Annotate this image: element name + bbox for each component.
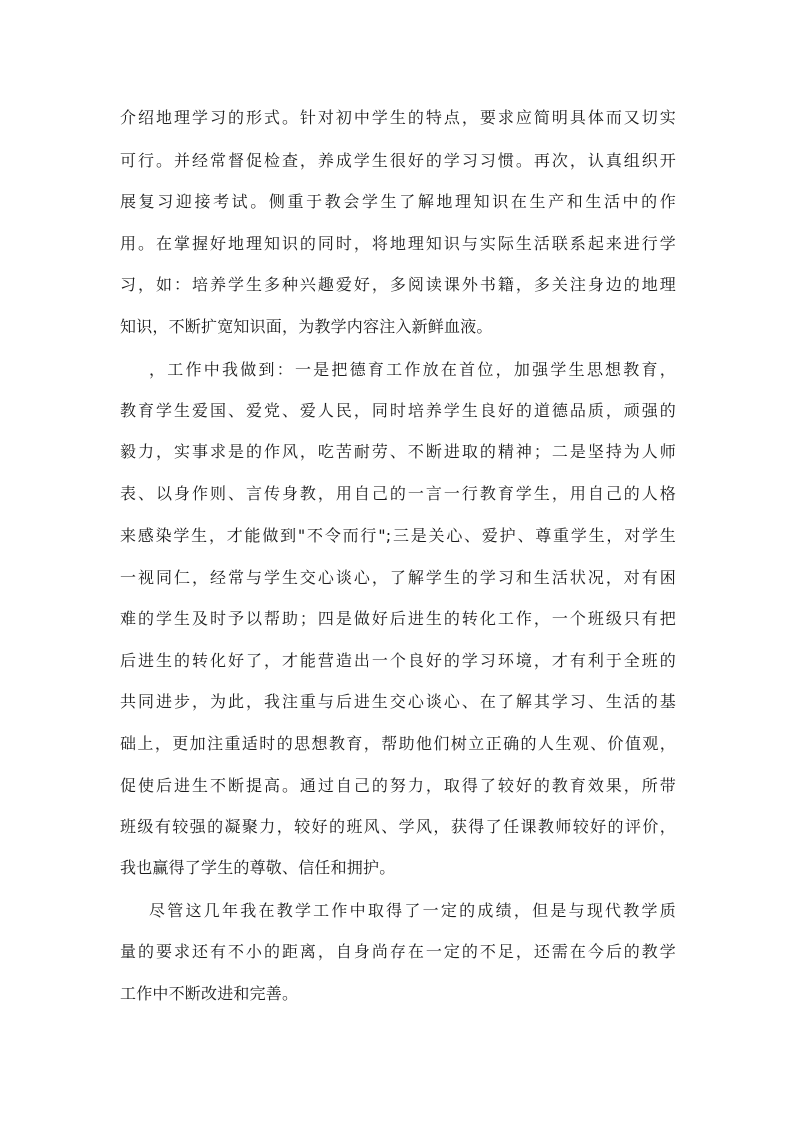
text-line: 知识，不断扩宽知识面，为教学内容注入新鲜血液。 [120, 317, 493, 336]
text-line: 教育学生爱国、爱党、爱人民，同时培养学生良好的道德品质，顽强的 [120, 401, 676, 420]
text-line: 我也赢得了学生的尊敬、信任和拥护。 [120, 858, 396, 877]
text-line: 一视同仁，经常与学生交心谈心，了解学生的学习和生活状况，对有困 [120, 568, 676, 587]
text-line: 毅力，实事求是的作风，吃苦耐劳、不断进取的精神；二是坚持为人师 [120, 442, 676, 461]
text-line: 尽管这几年我在教学工作中取得了一定的成绩，但是与现代教学质 [149, 901, 676, 920]
text-line: ，工作中我做到：一是把德育工作放在首位，加强学生思想教育， [149, 360, 676, 379]
text-line: 础上，更加注重适时的思想教育，帮助他们树立正确的人生观、价值观， [120, 734, 676, 753]
text-line: 表、以身作则、言传身教，用自己的一言一行教育学生，用自己的人格 [120, 484, 676, 503]
text-line: 习，如：培养学生多种兴趣爱好，多阅读课外书籍，多关注身边的地理 [120, 275, 676, 294]
text-line: 共同进步，为此，我注重与后进生交心谈心、在了解其学习、生活的基 [120, 692, 676, 711]
text-line: 量的要求还有不小的距离，自身尚存在一定的不足，还需在今后的教学 [120, 942, 676, 961]
text-line: 用。在掌握好地理知识的同时，将地理知识与实际生活联系起来进行学 [120, 234, 676, 253]
text-line: 后进生的转化好了，才能营造出一个良好的学习环境，才有利于全班的 [120, 651, 676, 670]
text-line: 班级有较强的凝聚力，较好的班风、学风，获得了任课教师较好的评价， [120, 817, 676, 836]
text-line: 展复习迎接考试。侧重于教会学生了解地理知识在生产和生活中的作 [120, 192, 676, 211]
text-line: 难的学生及时予以帮助；四是做好后进生的转化工作，一个班级只有把 [120, 609, 676, 628]
text-line: 可行。并经常督促检查，养成学生很好的学习习惯。再次，认真组织开 [120, 151, 676, 170]
text-line: 促使后进生不断提高。通过自己的努力，取得了较好的教育效果，所带 [120, 776, 676, 795]
text-line: 介绍地理学习的形式。针对初中学生的特点，要求应简明具体而又切实 [120, 108, 676, 127]
text-line: 工作中不断改进和完善。 [120, 984, 299, 1003]
text-line: 来感染学生，才能做到"不令而行";三是关心、爱护、尊重学生，对学生 [120, 526, 676, 545]
